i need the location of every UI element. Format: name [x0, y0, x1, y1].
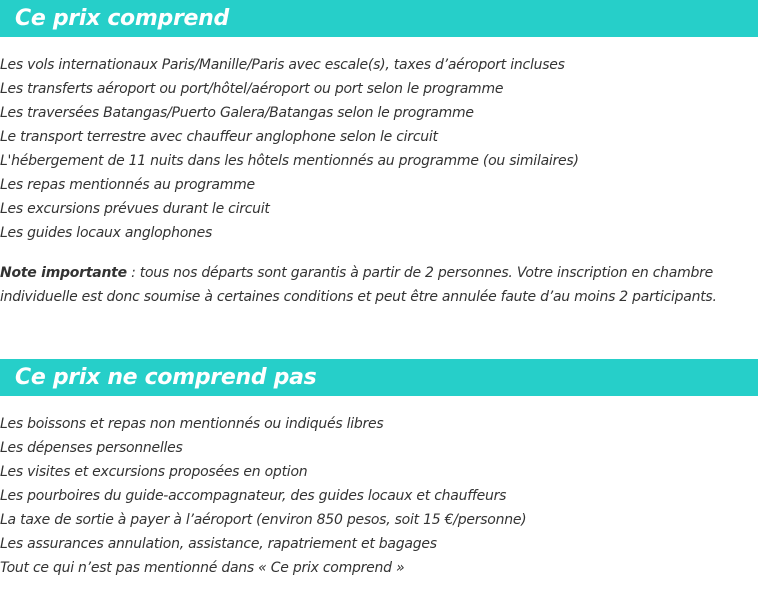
- list-item: Les transferts aéroport ou port/hôtel/aéroport ou port selon le programme: [0, 81, 504, 97]
- important-note: [0, 261, 752, 309]
- important-note-text: : tous nos départs sont garantis à partir de 2 personnes. Votre inscription en chambre individuelle est donc soumise à certaines conditions et peut être annulée faute d’au moins 2 participants.: [0, 265, 717, 305]
- list-item: La taxe de sortie à payer à l’aéroport (environ 850 pesos, soit 15 €/personne): [0, 512, 527, 528]
- list-item: L'hébergement de 11 nuits dans les hôtels mentionnés au programme (ou similaires): [0, 153, 579, 169]
- excluded-list: [0, 412, 526, 580]
- list-item: Les vols internationaux Paris/Manille/Paris avec escale(s), taxes d’aéroport incluses: [0, 57, 565, 73]
- list-item: Les excursions prévues durant le circuit: [0, 201, 270, 217]
- list-item: Les boissons et repas non mentionnés ou indiqués libres: [0, 416, 384, 432]
- included-section-title: Ce prix comprend: [15, 6, 229, 31]
- included-list: [0, 53, 579, 245]
- list-item: Les dépenses personnelles: [0, 440, 183, 456]
- important-note-label: Note importante: [0, 265, 127, 281]
- list-item: Les traversées Batangas/Puerto Galera/Batangas selon le programme: [0, 105, 474, 121]
- excluded-section-title: Ce prix ne comprend pas: [15, 365, 317, 390]
- list-item: Le transport terrestre avec chauffeur anglophone selon le circuit: [0, 129, 438, 145]
- list-item: Les repas mentionnés au programme: [0, 177, 255, 193]
- included-section-header: [0, 0, 758, 37]
- list-item: Les visites et excursions proposées en option: [0, 464, 308, 480]
- excluded-section-header: [0, 359, 758, 396]
- list-item: Les guides locaux anglophones: [0, 225, 213, 241]
- list-item: Les assurances annulation, assistance, rapatriement et bagages: [0, 536, 437, 552]
- list-item: Tout ce qui n’est pas mentionné dans « Ce prix comprend »: [0, 560, 405, 576]
- list-item: Les pourboires du guide-accompagnateur, des guides locaux et chauffeurs: [0, 488, 507, 504]
